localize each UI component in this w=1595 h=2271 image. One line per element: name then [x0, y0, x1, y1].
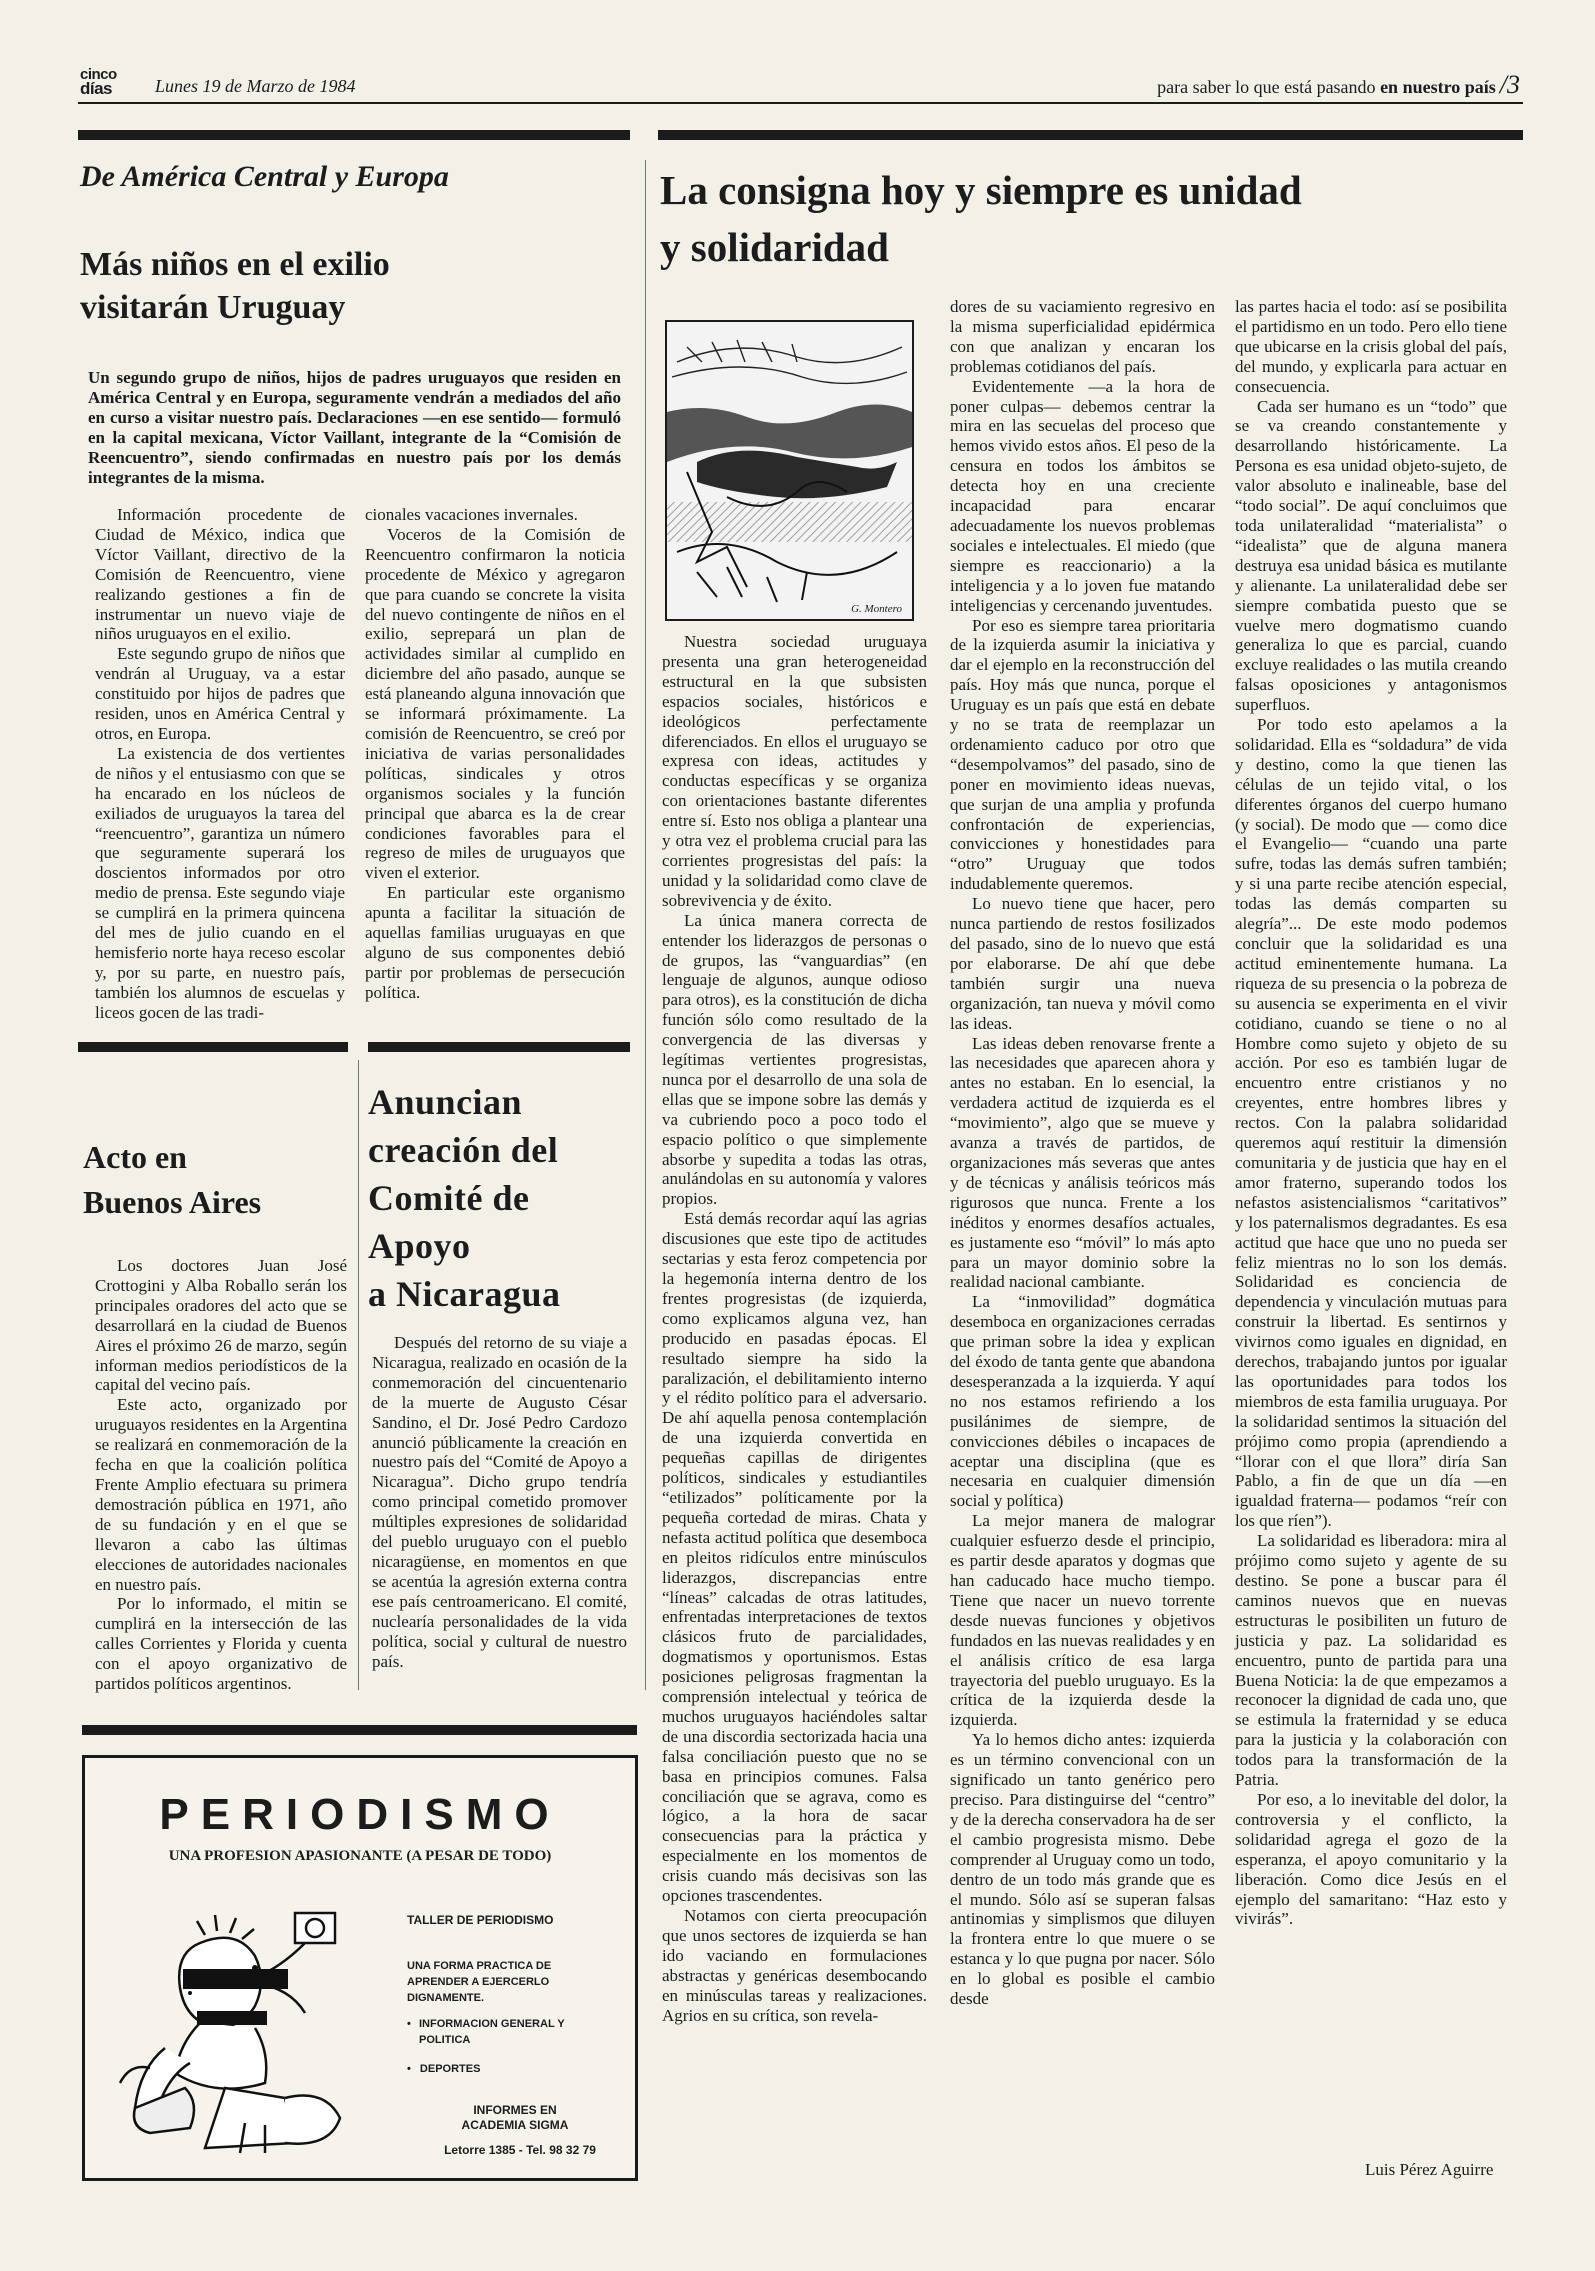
kicker: De América Central y Europa: [80, 160, 449, 193]
paragraph: Por eso, a lo inevitable del dolor, la controversia y el conflicto, la solidaridad agrega el gozo de la esperanza, el apoyo comunitario y la liberación. Como dice Jesús en el ejemplo del samaritano: “Haz esto y vivirás”.: [1235, 1789, 1507, 1929]
main-col1: [662, 632, 927, 2025]
bullet-text: DEPORTES: [419, 2063, 481, 2075]
headline-main: [660, 162, 1302, 276]
bullet-icon: •: [407, 2018, 411, 2030]
abstract-drawing: [667, 322, 912, 619]
column-divider: [645, 160, 646, 1690]
paragraph: La única manera correcta de entender los liderazgos de personas o de grupos, las “vanguardias” (en lenguaje de algunos, aunque odioso para otros), es la constitución de dicha función sólo como resultado de la convergencia de las diversas y legítimas vertientes progresistas, nunca por el desarrollo de una sola de ellas que se impone sobre las demás y va cubriendo poco a poco todo el espacio político o que simplemente absorbe y supedita a todas las otras, anulándolas en su autonomía y valores propios.: [662, 910, 927, 1209]
main-col3: [1235, 297, 1507, 1929]
headline-line-4: Apoyo: [368, 1226, 471, 1266]
headline-line-2: Buenos Aires: [83, 1184, 262, 1220]
headline-exilio: [80, 243, 390, 329]
paragraph: Este acto, organizado por uruguayos residentes en la Argentina se realizará en conmemoración de la fecha en que la coalición política Frente Amplio efectuara su primera demostración pública en 1971, año de su fundación y en el que se llevaron a cabo las últimas elecciones de autoridades nacionales en nuestro país.: [95, 1395, 347, 1594]
left-article-col1: [95, 505, 345, 1023]
logo-bottom: días: [80, 79, 113, 98]
paragraph: La mejor manera de malograr cualquier esfuerzo desde el principio, es partir desde aparatos y dogmas que han caducado hace mucho tiempo. Tiene que nacer un nuevo torrente desde nuevas funciones y objetivos fundados en las nuevas realidades y en el análisis crítico de esa larga trayectoria del pueblo uruguayo. Es la crítica de la izquierda desde la izquierda.: [950, 1511, 1215, 1730]
headline-line-1: Acto en: [83, 1139, 187, 1175]
headline-line-3: Comité de: [368, 1178, 530, 1218]
nicaragua-top-bar: [368, 1042, 630, 1052]
paragraph: Cada ser humano es un “todo” que se va creando constantemente y desarrollando históricamente. La Persona es esa unidad objeto-sujeto, de valor absoluto e inalineable, base del “todo social”. De aquí concluimos que toda unilateralidad “materialista” o “idealista” que de alguna manera destruya esa unidad básica es mutilante y alienante. La unilateralidad debe ser siempre combatida puesto que se vuelve mero dogmatismo cuando generaliza lo que es parcial, cuando excluye realidades o las mutila creando falsas oposiciones y antagonismos superfluos.: [1235, 396, 1507, 715]
page-number: /3: [1499, 70, 1520, 99]
paragraph: Está demás recordar aquí las agrias discusiones que este tipo de actitudes sectarias y esta feroz competencia por la hegemonía interna dentro de los frentes progresistas (de izquierda, como explicamos alguna vez, han producido en pasadas épocas. El resultado siempre ha sido la paralización, el debilitamiento interno y el rédito político para el adversario. De ahí aquella penosa contemplación de una izquierda convertida en pequeñas capillas de dirigentes políticos, sindicales y estudiantiles “etilizados” políticamente por la pequeña cortedad de miras. Chata y nefasta actitud política que desemboca en pleitos ridículos entre minúsculos liderazgos, discrepancias entre “líneas” calcadas de otras latitudes, enfrentadas interpretaciones de textos clásicos fruto de parcialidades, dogmatismos y oportunismos. Estas posiciones peligrosas fragmentan la comprensión intelectual y teórica de muchos uruguayos haciéndoles saltar de una discordia sectorizada hacia una falsa conciliación puesto que no se basa en principios comunes. Falsa conciliación que se agrava, como es lógico, a la hora de sacar consecuencias para la práctica y especialmente en los momentos de crisis cuando más decisivas son las opciones trascendentes.: [662, 1209, 927, 1906]
bullet-icon: •: [407, 2063, 411, 2075]
masthead-logo: [80, 68, 138, 96]
headline-line-2: creación del: [368, 1130, 559, 1170]
nicaragua-body: [372, 1333, 627, 1671]
ad-bullet-1: [407, 2016, 577, 2048]
periodismo-advertisement: [82, 1755, 638, 2181]
paragraph: La existencia de dos vertientes de niños y el entusiasmo con que se ha encarado en los núcleos de exiliados de uruguayos la tarea del “reencuentro”, garantiza un número que seguramente superará los doscientos informados por otro medio de prensa. Este segundo viaje se cumplirá en la primera quincena del mes de julio cuando en el hemisferio norte haya receso escolar y, por su parte, en nuestro país, también los alumnos de escuelas y liceos gocen de las tradi-: [95, 743, 345, 1022]
paragraph: Por lo informado, el mitin se cumplirá en la intersección de las calles Corrientes y Florida y cuenta con el apoyo organizativo de partidos políticos argentinos.: [95, 1594, 347, 1694]
bullet-text: INFORMACION GENERAL Y POLITICA: [419, 2018, 565, 2046]
paragraph: Ya lo hemos dicho antes: izquierda es un término convencional con un significado un tanto genérico pero preciso. Para distinguirse del “centro” y de la derecha conservadora ha de ser el cambio progresista mismo. Debe comprender al Uruguay como un todo, dentro de un todo más grande que es el mundo. Sólo así se superan falsas antinomias y simplismos que diluyen la frontera entre lo que muere o se estanca y lo que pugna por nacer. Sólo en lo global es posible el cambio desde: [950, 1730, 1215, 2009]
ad-taller: TALLER DE PERIODISMO: [407, 1913, 554, 1927]
paragraph: Información procedente de Ciudad de México, indica que Víctor Vaillant, directivo de la Comisión de Reencuentro, viene realizando gestiones a fin de instrumentar un nuevo viaje de niños uruguayos en el exilio.: [95, 505, 345, 644]
illustration-signature: G. Montero: [851, 603, 902, 615]
masthead-rule: [78, 102, 1523, 104]
paragraph: Después del retorno de su viaje a Nicaragua, realizado en ocasión de la conmemoración del cincuentenario de la muerte de Augusto César Sandino, el Dr. José Pedro Cardozo anunció públicamente la creación en nuestro país del “Comité de Apoyo a Nicaragua”. Dicho grupo tendría como principal cometido promover múltiples expresiones de solidaridad del pueblo uruguayo con el pueblo nicaragüense, en momentos en que se acentúa la agresión externa contra ese país centroamericano. El comité, nuclearía personalidades de la vida política, social y cultural de nuestro país.: [372, 1333, 627, 1671]
masthead-tagline: [1157, 70, 1520, 100]
nicaragua-divider: [358, 1060, 359, 1690]
ad-address: Letorre 1385 - Tel. 98 32 79: [444, 2143, 596, 2157]
paragraph: Lo nuevo tiene que hacer, pero nunca partiendo de restos fosilizados del pasado, sino de lo nuevo que está por elaborarse. De ahí que debe también surgir una nueva organización, tan nueva y móvil como las ideas.: [950, 894, 1215, 1033]
paragraph: las partes hacia el todo: así se posibilita el partidismo en un todo. Pero ello tiene que ubicarse en la crisis global del país, del mundo, y explicarla para actuar en consecuencia.: [1235, 297, 1507, 396]
headline-line-2: visitarán Uruguay: [80, 289, 346, 326]
headline-line-1: La consigna hoy y siempre es unidad: [660, 167, 1302, 213]
tagline-bold: en nuestro país: [1380, 77, 1496, 97]
headline-acto: [83, 1135, 261, 1225]
ad-info: [425, 2103, 605, 2133]
paragraph: Las ideas deben renovarse frente a las necesidades que aparecen ahora y antes no estaban. En lo esencial, la verdadera actitud de izquierda es el “movimiento”, algo que se mueve y avanza a través de partidos, de organizaciones más severas que antes y de técnicas y análisis teóricos más rigurosos que nunca. Frente a los inéditos y enormes desafíos actuales, es justamente eso “móvil” lo más apto para un mayor dominio sobre la realidad nacional cambiante.: [950, 1033, 1215, 1292]
headline-line-2: y solidaridad: [660, 224, 889, 270]
paragraph: Voceros de la Comisión de Reencuentro confirmaron la noticia procedente de México y agregaron que para cuando se concrete la visita del nuevo contingente de niños en el exilio, seprepará un plan de actividades similar al cumplido en diciembre del año pasado, aunque se está planeando alguna innovación que se informará próximamente. La comisión de Reencuentro, se creó por iniciativa de varias personalidades políticas, sindicales y otros organismos sociales y la función principal que abarca es la de crear condiciones favorables para el regreso de miles de uruguayos que viven el exterior.: [365, 524, 625, 883]
tagline-prefix: para saber lo que está pasando: [1157, 77, 1381, 97]
ad-top-bar: [82, 1725, 637, 1735]
ad-title: PERIODISMO: [159, 1790, 561, 1839]
ad-info-line-1: INFORMES EN: [473, 2103, 557, 2117]
paragraph: Este segundo grupo de niños que vendrán al Uruguay, va a estar constituido por hijos de padres que residen, unos en América Central y otros, en Europa.: [95, 644, 345, 743]
headline-nicaragua: [368, 1078, 560, 1318]
right-top-bar: [658, 130, 1523, 140]
acto-top-bar: [78, 1042, 348, 1052]
ad-info-line-2: ACADEMIA SIGMA: [461, 2118, 569, 2132]
ad-subtitle: UNA PROFESION APASIONANTE (A PESAR DE TODO): [168, 1848, 552, 1864]
headline-line-5: a Nicaragua: [368, 1274, 561, 1314]
paragraph: dores de su vaciamiento regresivo en la misma superficialidad epidérmica con que analizan y encaran los problemas cotidianos del país.: [950, 297, 1215, 376]
paragraph: Nuestra sociedad uruguaya presenta una gran heterogeneidad estructural en la que subsisten espacios sociales, históricos e ideológicos perfectamente diferenciados. En ellos el uruguayo se expresa con ideas, actitudes y conductas específicas y se organiza con orientaciones bastante diferentes entre sí. Esto nos obliga a plantear una y otra vez el problema crucial para las corrientes progresistas del país: la unidad y la solidaridad como clave de sobrevivencia y de éxito.: [662, 632, 927, 910]
acto-body: [95, 1256, 347, 1694]
byline: Luis Pérez Aguirre: [1365, 2160, 1494, 2179]
headline-line-1: Más niños en el exilio: [80, 246, 390, 283]
main-illustration: [665, 320, 914, 621]
left-article-col2: [365, 505, 625, 1003]
ad-bullet-2: [407, 2063, 480, 2075]
main-col2: [950, 297, 1215, 2009]
masthead-date: Lunes 19 de Marzo de 1984: [155, 76, 356, 96]
paragraph: La “inmovilidad” dogmática desemboca en organizaciones cerradas que priman sobre la idea y explican del éxodo de tanta gente que abandona desesperanzada a la izquierda. Y aquí no nos estamos refiriendo a los pusilánimes de siempre, de convicciones débiles o incapaces de aceptar una disciplina (que es necesaria en cualquier dimensión social y política): [950, 1292, 1215, 1511]
paragraph: cionales vacaciones invernales.: [365, 505, 578, 524]
lead-paragraph: Un segundo grupo de niños, hijos de padres uruguayos que residen en América Central y en Europa, seguramente vendrán a mediados del año en curso a visitar nuestro país. Declaraciones —en ese sentido— formuló en la capital mexicana, Víctor Vaillant, integrante de la “Comisión de Reencuentro”, siendo confirmadas en nuestro país por los demás integrantes de la misma.: [88, 368, 621, 487]
paragraph: Los doctores Juan José Crottogini y Alba Roballo serán los principales oradores del acto que se desarrollará en la ciudad de Buenos Aires el próximo 26 de marzo, según informan medios periodísticos de la capital del vecino país.: [95, 1256, 347, 1395]
logo-top: cinco: [80, 66, 117, 83]
paragraph: En particular este organismo apunta a facilitar la situación de aquellas familias uruguayas en que alguno de sus componentes debió partir por problemas de persecución política.: [365, 883, 625, 1002]
headline-line-1: Anuncian: [368, 1082, 523, 1122]
paragraph: Notamos con cierta preocupación que unos sectores de izquierda se han ido vaciando en formulaciones abstractas y genéricas desembocando en minúsculas tareas y realizaciones. Agrios en su crítica, son revela-: [662, 1906, 927, 2025]
ad-description: UNA FORMA PRACTICA DE APRENDER A EJERCERLO DIGNAMENTE.: [407, 1960, 552, 2004]
paragraph: Por eso es siempre tarea prioritaria de la izquierda asumir la iniciativa y dar el ejemplo en la reconstrucción del país. Hoy más que nunca, porque el Uruguay es un país que está en debate y no se trata de reemplazar un ordenamiento caduco por otro que “desempolvamos” del pasado, sino de poner en movimiento ideas nuevas, que surjan de una amplia y profunda confrontación de experiencias, convicciones y honestidades para “otro” Uruguay que todos indudablemente queremos.: [950, 615, 1215, 894]
cartoon-illustration: [105, 1873, 355, 2163]
paragraph: Evidentemente —a la hora de poner culpas— debemos centrar la mira en las secuelas del proceso que hemos vivido estos años. El peso de la censura en todos los ámbitos se detecta hoy en una creciente incapacidad para encarar adecuadamente los nuevos problemas sociales e intelectuales. El miedo (que siempre es reaccionario) a la inteligencia y a lo joven fue matando inteligencias y cercenando juventudes.: [950, 376, 1215, 615]
paragraph: Por todo esto apelamos a la solidaridad. Ella es “soldadura” de vida y destino, como la que tienen las células de un tejido vital, o los diferentes órganos del cuerpo humano (y social). De modo que — como dice el Evangelio— “cuando una parte sufre, todas las demás sufren también; y si una parte recibe atención especial, todas las demás comparten su alegría”... De este modo podemos concluir que la solidaridad es una actitud eminentemente humana. La riqueza de su presencia o la pobreza de su ausencia se experimenta en el vivir cotidiano, cuando se tiene o no al Hombre como sujeto y objeto de su acción. Por eso es también lugar de encuentro entre cristianos y no creyentes, entre hombres libres y rectos. Con la palabra solidaridad queremos aquí restituir la dimensión comunitaria y de justicia que hay en el amor fraterno, superando todos los nefastos asistencialismos “caritativos” y los paternalismos degradantes. Es esa actitud que hace que uno no pueda ser feliz mientras no lo son los demás. Solidaridad es conciencia de dependencia y vinculación mutuas para construir la libertad. Es sentirnos y vivirnos como iguales en dignidad, en derechos, trabajando juntos por igualar las oportunidades para todos los miembros de esta familia uruguaya. Por la solidaridad sentimos la situación del prójimo como propia (aprendiendo a “llorar con el que llora” diría San Pablo, a fin de que un día —en igualdad fraterna— podamos “reír con los que ríen”).: [1235, 715, 1507, 1531]
paragraph: La solidaridad es liberadora: mira al prójimo como sujeto y agente de su destino. Se pone a buscar para él caminos nuevos que en nuevas estructuras le posibiliten un futuro de justicia y paz. La solidaridad es encuentro, punto de partida para una Buena Noticia: la de que empezamos a reconocer la dignidad de cada uno, que se estimula la fraternidad y se educa para la justicia y la colaboración con todos para la transformación de la Patria.: [1235, 1531, 1507, 1790]
left-top-bar: [78, 130, 630, 140]
